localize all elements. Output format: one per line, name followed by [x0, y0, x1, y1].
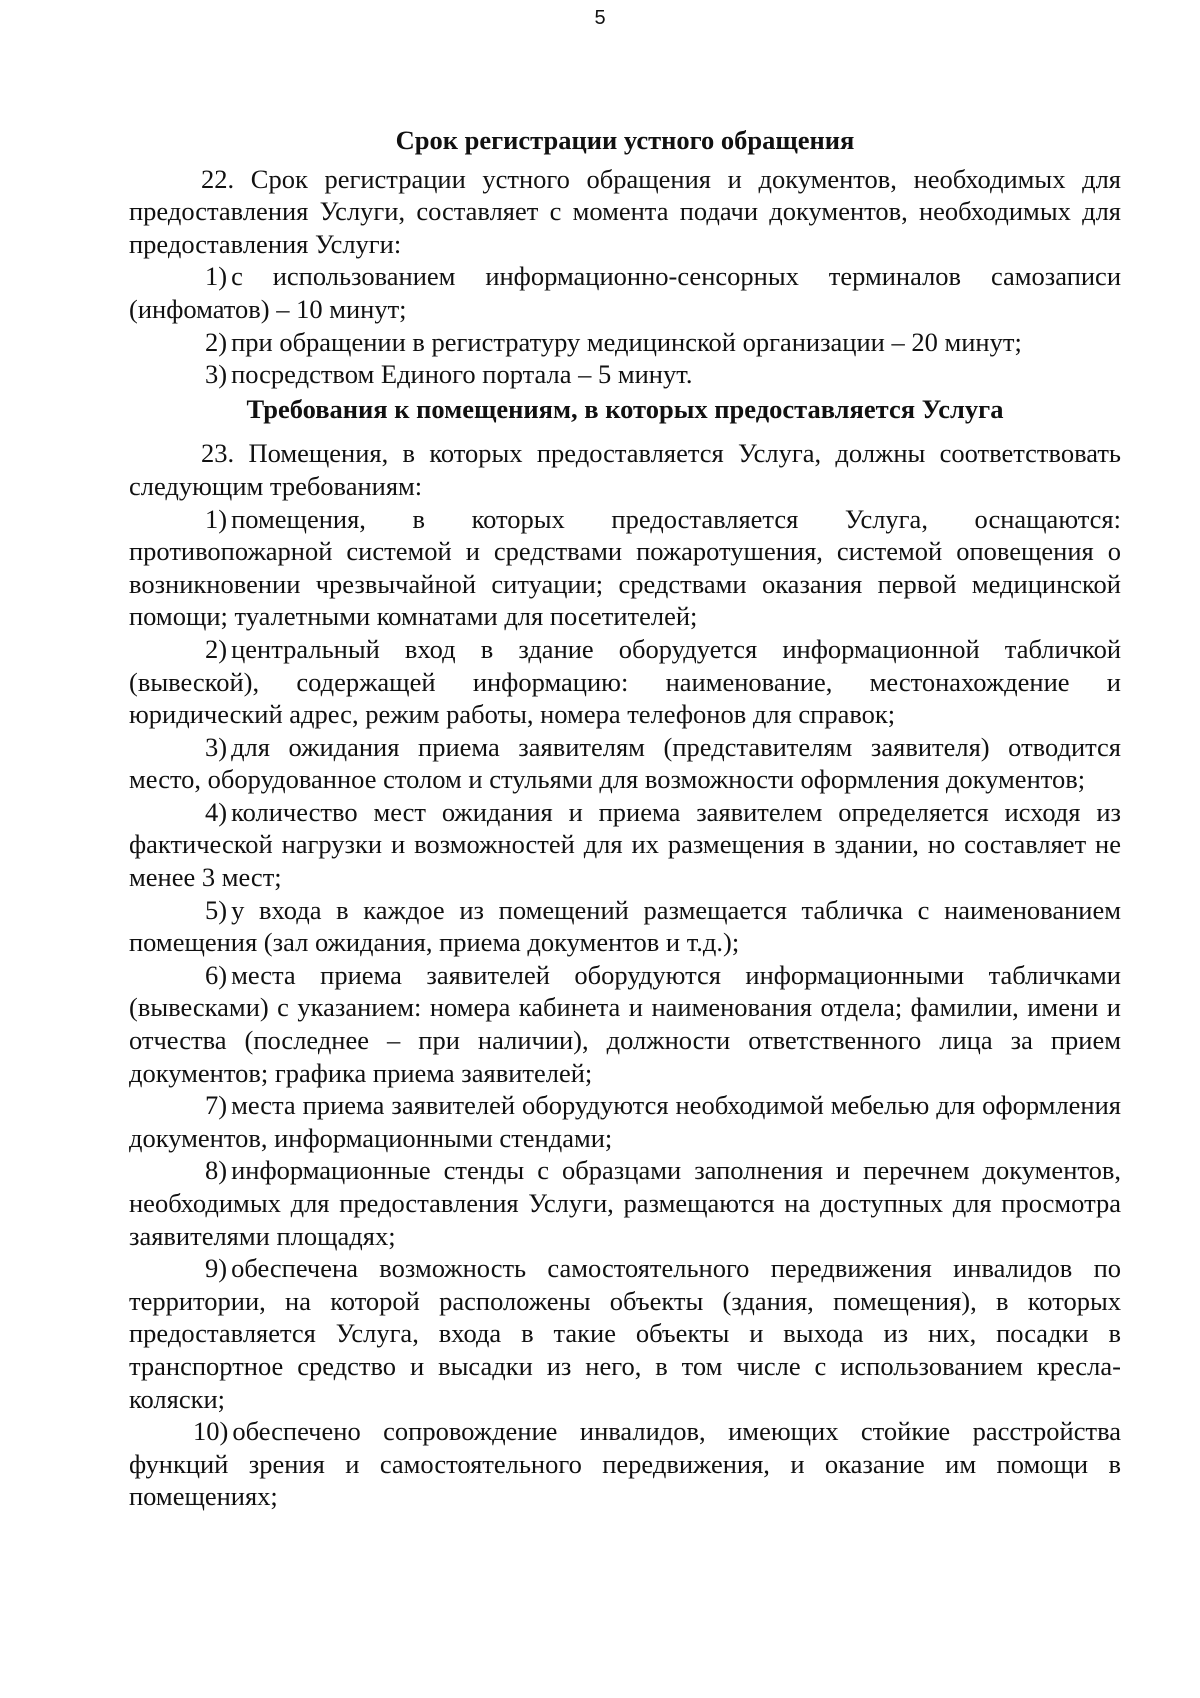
list-item-23-7 [129, 1089, 1121, 1154]
list-item-text: количество мест ожидания и приема заявителем определяется исходя из фактической нагрузки и возможностей для их размещения в здании, но составляет не менее 3 мест; [129, 796, 1121, 893]
list-item-23-5 [129, 894, 1121, 959]
list-item-number: 4) [205, 796, 228, 827]
section-heading-premises-requirements: Требования к помещениям, в которых предоставляется Услуга [246, 393, 1004, 424]
list-item-number: 1) [205, 503, 228, 534]
list-item-23-6 [129, 959, 1121, 1089]
list-item-22-2 [129, 326, 1121, 359]
list-item-number: 2) [205, 633, 228, 664]
list-item-number: 8) [205, 1155, 228, 1186]
list-item-number: 9) [205, 1253, 228, 1284]
list-item-text: для ожидания приема заявителям (представителям заявителя) отводится место, оборудованное столом и стульями для возможности оформления документов; [129, 731, 1121, 795]
list-item-text: места приема заявителей оборудуются необходимой мебелью для оформления документов, информационными стендами; [129, 1090, 1121, 1153]
list-item-number: 3) [205, 359, 228, 390]
list-item-23-4 [129, 796, 1121, 894]
list-item-text: у входа в каждое из помещений размещается табличка с наименованием помещения (зал ожидания, приема документов и т.д.); [129, 894, 1121, 958]
list-item-text: обеспечена возможность самостоятельного передвижения инвалидов по территории, на которой расположены объекты (здания, помещения), в которых предоставляется Услуга, входа в такие объекты и выхода из них, посадки в транспортное средство и высадки из него, в том числе с использованием кресла-коляски; [129, 1253, 1121, 1414]
list-item-23-2 [129, 633, 1121, 731]
list-item-text: места приема заявителей оборудуются информационными табличками (вывесками) с указанием: номера кабинета и наименования отдела; фамилии, имени и отчества (последнее – при наличии), должности ответственного лица за прием документов; графика приема заявителей; [129, 959, 1121, 1088]
list-item-text: обеспечено сопровождение инвалидов, имеющих стойкие расстройства функций зрения и самостоятельного передвижения, и оказание им помощи в помещениях; [129, 1416, 1121, 1512]
list-item-text: с использованием информационно-сенсорных терминалов самозаписи (инфоматов) – 10 минут; [129, 261, 1121, 324]
list-item-number: 7) [205, 1090, 228, 1121]
document-body [129, 124, 1121, 1513]
page-number: 5 [594, 7, 606, 29]
list-item-23-8 [129, 1154, 1121, 1252]
list-item-23-1 [129, 503, 1121, 633]
list-item-number: 5) [205, 894, 228, 925]
paragraph-22: 22. Срок регистрации устного обращения и документов, необходимых для предоставления Услуги, составляет с момента подачи документов, необходимых для предоставления Услуги: [129, 163, 1121, 259]
list-item-number: 6) [205, 959, 228, 990]
list-item-number: 2) [205, 326, 228, 357]
list-item-text: центральный вход в здание оборудуется информационной табличкой (вывеской), содержащей информацию: наименование, местонахождение и юридический адрес, режим работы, номера телефонов для справок; [129, 633, 1121, 730]
list-item-23-10 [129, 1415, 1121, 1513]
list-item-number: 10) [193, 1416, 229, 1447]
list-item-22-3 [129, 358, 1121, 391]
list-item-text: при обращении в регистратуру медицинской организации – 20 минут; [231, 326, 1022, 357]
section-heading-registration-time: Срок регистрации устного обращения [395, 125, 855, 155]
paragraph-23: 23. Помещения, в которых предоставляется Услуга, должны соответствовать следующим требованиям: [129, 438, 1121, 501]
list-item-23-9 [129, 1252, 1121, 1415]
list-item-23-3 [129, 731, 1121, 796]
list-item-number: 1) [205, 261, 228, 292]
list-item-number: 3) [205, 731, 228, 762]
list-item-22-1 [129, 260, 1121, 325]
list-item-text: информационные стенды с образцами заполнения и перечнем документов, необходимых для предоставления Услуги, размещаются на доступных для просмотра заявителями площадях; [129, 1155, 1121, 1251]
list-item-text: помещения, в которых предоставляется Услуга, оснащаются: противопожарной системой и средствами пожаротушения, системой оповещения о возникновении чрезвычайной ситуации; средствами оказания первой медицинской помощи; туалетными комнатами для посетителей; [129, 503, 1121, 632]
list-item-text: посредством Единого портала – 5 минут. [231, 359, 693, 390]
